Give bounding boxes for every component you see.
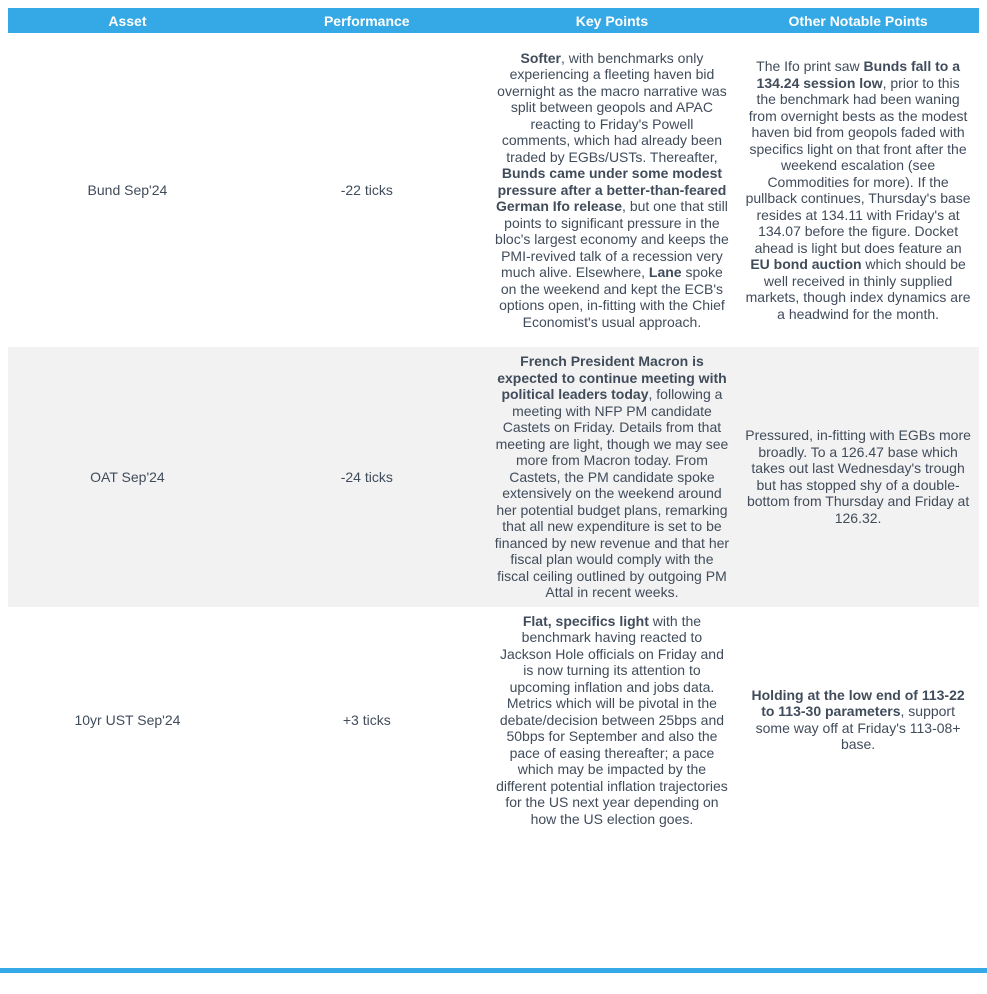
other-notable-points-cell: The Ifo print saw Bunds fall to a 134.24 session low, prior to this the benchmark had been waning from overnight bests as the modest haven bid from geopols faded with specifics light on that front after the weekend escalation (see Commodities for more). If the pullback continues, Thursday's base resides at 134.11 with Friday's at 134.07 before the figure. Docket ahead is light but does feature an EU bond auction which should be well received in thinly supplied markets, though index dynamics are a headwind for the month. [745, 58, 971, 322]
performance-cell: -24 ticks [340, 468, 393, 485]
column-header-key-points: Key Points [575, 12, 649, 29]
table-row-10yr-ust [8, 607, 979, 834]
asset-cell: OAT Sep'24 [90, 468, 165, 485]
table-row-oat [8, 347, 979, 607]
key-points-cell: Softer, with benchmarks only experiencing a fleeting haven bid overnight as the macro narrative was split between geopols and APAC reacting to Friday's Powell comments, which had already been traded by EGBs/USTs. Thereafter, Bunds came under some modest pressure after a better-than-feared German Ifo release, but one that still points to significant pressure in the bloc's largest economy and keeps the PMI-revived talk of a recession very much alive. Elsewhere, Lane spoke on the weekend and kept the ECB's options open, in-fitting with the Chief Economist's usual approach. [495, 49, 729, 330]
column-header-asset: Asset [108, 12, 147, 29]
other-notable-points-cell: Holding at the low end of 113-22 to 113-30 parameters, support some way off at Friday's 113-08+ base. [751, 686, 965, 753]
asset-cell: 10yr UST Sep'24 [74, 711, 181, 728]
asset-performance-table [8, 8, 979, 833]
other-notable-points-cell: Pressured, in-fitting with EGBs more broadly. To a 126.47 base which takes out last Wednesday's trough but has stopped shy of a double-bottom from Thursday and Friday at 126.32. [745, 427, 971, 526]
performance-cell: -22 ticks [340, 181, 393, 198]
key-points-cell: French President Macron is expected to continue meeting with political leaders today, following a meeting with NFP PM candidate Castets on Friday. Details from that meeting are light, though we may see more from Macron today. From Castets, the PM candidate spoke extensively on the weekend around her potential budget plans, remarking that all new expenditure is set to be financed by new revenue and that her fiscal plan would comply with the fiscal ceiling outlined by outgoing PM Attal in recent weeks. [494, 353, 730, 600]
column-header-performance: Performance [323, 12, 410, 29]
performance-cell: +3 ticks [342, 711, 391, 728]
asset-cell: Bund Sep'24 [87, 181, 168, 198]
table-header-row [8, 8, 979, 33]
bottom-divider-rule [0, 968, 987, 973]
table-row-bund [8, 33, 979, 347]
column-header-other-notable-points: Other Notable Points [788, 12, 928, 29]
key-points-cell: Flat, specifics light with the benchmark having reacted to Jackson Hole officials on Friday and is now turning its attention to upcoming inflation and jobs data. Metrics which will be pivotal in the debate/decision between 25bps and 50bps for September and also the pace of easing thereafter; a pace which may be impacted by the different potential inflation trajectories for the US next year depending on how the US election goes. [496, 612, 728, 827]
